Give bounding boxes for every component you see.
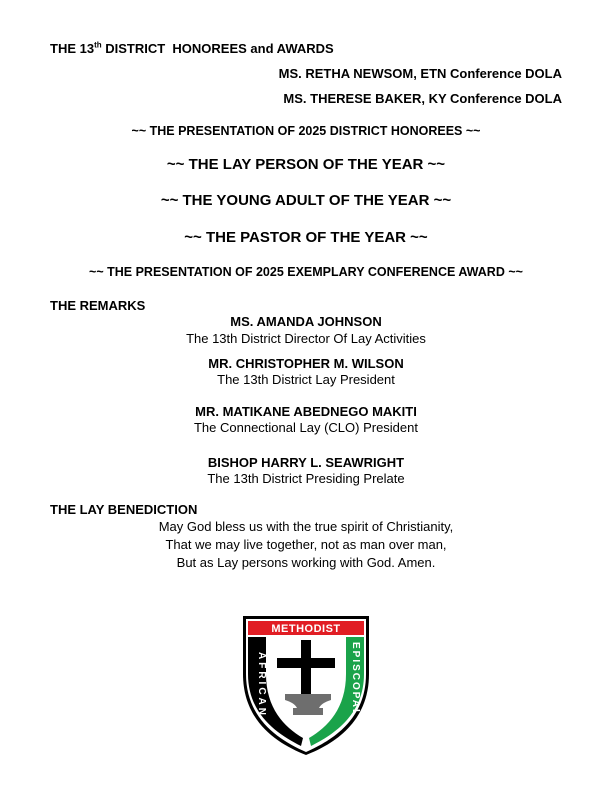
speaker-name: BISHOP HARRY L. SEAWRIGHT bbox=[207, 455, 405, 470]
exemplary-award-heading: ~~ THE PRESENTATION OF 2025 EXEMPLARY CONFERENCE AWARD ~~ bbox=[89, 265, 523, 279]
speaker-name: MS. AMANDA JOHNSON bbox=[230, 314, 382, 329]
benediction-line: But as Lay persons working with God. Amen. bbox=[176, 555, 436, 570]
district-honorees-heading: ~~ THE PRESENTATION OF 2025 DISTRICT HONOREES ~~ bbox=[131, 124, 481, 138]
shield-left-text: AFRICAN bbox=[256, 652, 267, 718]
credit-therese-baker: MS. THERESE BAKER, KY Conference DOLA bbox=[283, 91, 562, 106]
speaker-name: MR. CHRISTOPHER M. WILSON bbox=[208, 356, 404, 371]
speaker-title: The 13th District Lay President bbox=[217, 372, 395, 387]
speaker-title: The 13th District Presiding Prelate bbox=[207, 471, 405, 486]
speaker-title: The Connectional Lay (CLO) President bbox=[193, 420, 418, 435]
remarks-heading: THE REMARKS bbox=[50, 298, 146, 313]
lay-person-heading: ~~ THE LAY PERSON OF THE YEAR ~~ bbox=[166, 156, 446, 173]
ame-shield-logo-icon bbox=[239, 612, 373, 758]
benediction-heading: THE LAY BENEDICTION bbox=[50, 502, 198, 517]
speaker-title: The 13th District Director Of Lay Activities bbox=[186, 331, 426, 346]
young-adult-heading: ~~ THE YOUNG ADULT OF THE YEAR ~~ bbox=[160, 192, 452, 209]
benediction-line: May God bless us with the true spirit of Christianity, bbox=[158, 519, 454, 534]
speaker-name: MR. MATIKANE ABEDNEGO MAKITI bbox=[195, 404, 417, 419]
pastor-heading: ~~ THE PASTOR OF THE YEAR ~~ bbox=[184, 229, 428, 246]
shield-right-text: EPISCOPAL bbox=[350, 642, 361, 718]
benediction-line: That we may live together, not as man over man, bbox=[165, 537, 447, 552]
header-title: THE 13th DISTRICT HONOREES and AWARDS bbox=[50, 40, 334, 56]
cross-horizontal bbox=[277, 658, 335, 668]
shield-top-text: METHODIST bbox=[271, 623, 341, 635]
credit-retha-newsom: MS. RETHA NEWSOM, ETN Conference DOLA bbox=[278, 66, 562, 81]
